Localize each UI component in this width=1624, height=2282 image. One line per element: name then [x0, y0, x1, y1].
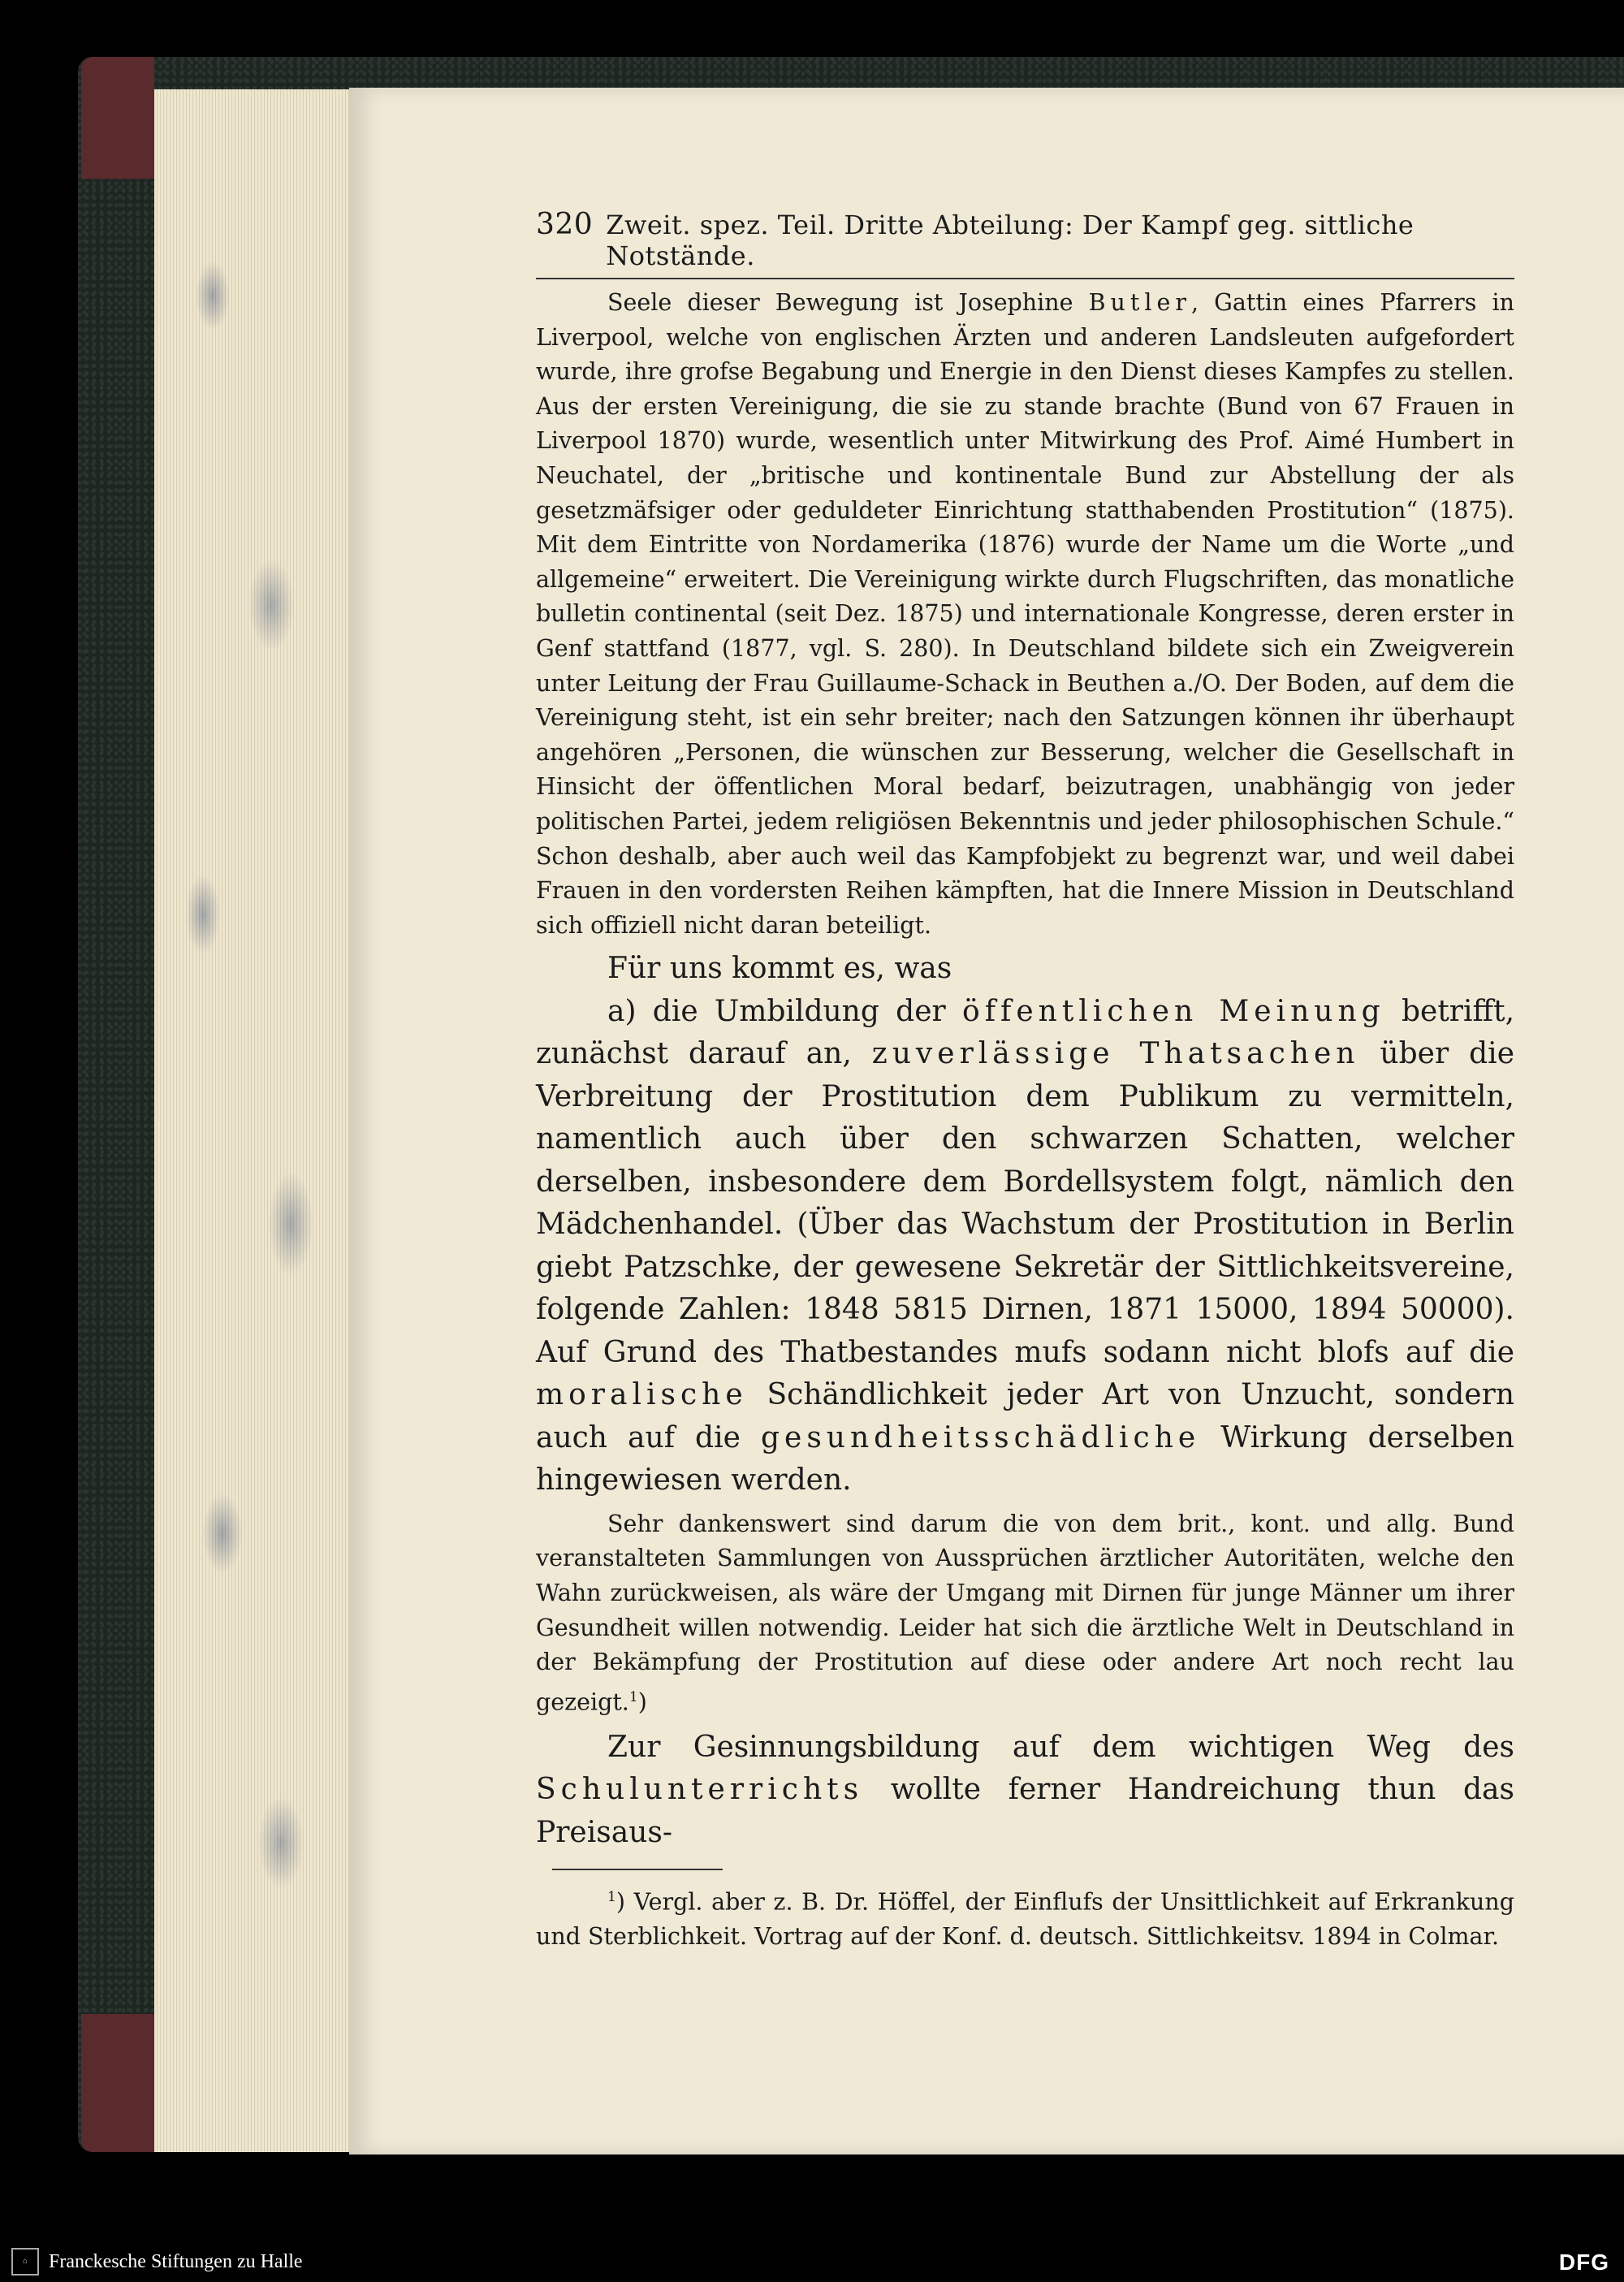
text-run: betrifft, zunächst darauf an,	[536, 994, 1515, 1071]
marbled-edge	[154, 89, 349, 2152]
spaced-term: moralische	[536, 1378, 748, 1412]
page-number: 320	[536, 208, 594, 241]
text-run: wollte ferner Handreichung thun das Preisaus-	[536, 1773, 1514, 1849]
page-edges	[154, 89, 349, 2152]
spaced-term: zuverlässige Thatsachen	[871, 1037, 1360, 1071]
text-run: über die Verbreitung der Prostitution dem Publikum zu vermitteln, namentlich auch über den schwarzen Schatten, welcher derselben, insbesondere dem Bordellsystem folgt, nämlich den Mädchenhandel. (Über das Wachstum der Prostitution in Berlin giebt Patzschke, der gewesene Sekretär der Sittlichkeitsvereine, folgende Zahlen: 1848 5815 Dirnen, 1871 15000, 1894 50000). Auf Grund des Thatbestandes mufs sodann nicht blofs auf die	[536, 1037, 1514, 1369]
text-run: Sehr dankenswert sind darum die von dem brit., kont. und allg. Bund veranstalteten Sammlungen von Aussprüchen ärztlicher Autoritäten, welche den Wahn zurückweisen, als wäre der Umgang mit Dirnen für junge Männer um ihrer Gesundheit willen notwendig. Leider hat sich die ärztliche Welt in Deutschland in der Bekämpfung der Prostitution auf diese oder andere Art noch recht lau gezeigt.	[536, 1510, 1514, 1716]
paragraph-school	[536, 1727, 1514, 1855]
text-run: )	[637, 1688, 647, 1716]
book-page	[349, 88, 1624, 2155]
text-run: Schändlichkeit jeder Art von Unzucht, sondern auch auf die	[536, 1378, 1514, 1454]
text-run: Zur Gesinnungsbildung auf dem wichtigen Weg des	[607, 1730, 1514, 1764]
footnote	[536, 1880, 1514, 1955]
page-content	[536, 208, 1514, 1955]
spaced-term: gesundheitsschädliche	[760, 1420, 1201, 1454]
institution-name: Franckesche Stiftungen zu Halle	[49, 2251, 303, 2272]
dfg-logo: DFG	[1558, 2250, 1609, 2275]
text-run: Seele dieser Bewegung ist Josephine	[607, 289, 1089, 316]
institution-logo-icon: ⌂	[11, 2248, 39, 2276]
footnote-ref: 1	[628, 1688, 638, 1705]
paragraph-medical	[536, 1507, 1514, 1720]
running-title: Zweit. spez. Teil. Dritte Abteilung: Der Kampf geg. sittliche Notstände.	[606, 210, 1415, 271]
text-run: Wirkung derselben hingewiesen werden.	[536, 1420, 1514, 1498]
paragraph-intro: Für uns kommt es, was	[607, 952, 952, 986]
text-run: a) die Umbildung der	[607, 994, 963, 1028]
paragraph-public-opinion	[536, 991, 1514, 1502]
spaced-name: Butler	[1088, 289, 1191, 316]
cover-corner-bottom	[81, 2014, 154, 2152]
running-head	[536, 208, 1514, 279]
footnote-marker: 1	[607, 1889, 616, 1906]
paragraph-butler	[536, 286, 1514, 943]
spaced-term: Schulunterrichts	[536, 1773, 864, 1807]
viewer-footer	[0, 2243, 1624, 2282]
text-run: , Gattin eines Pfarrers in Liverpool, welche von englischen Ärzten und anderen Landsleuten aufgefordert wurde, ihre grofse Begabung und Energie in den Dienst dieses Kampfes zu stellen. Aus der ersten Vereinigung, die sie zu stande brachte (Bund von 67 Frauen in Liverpool 1870) wurde, wesentlich unter Mitwirkung des Prof. Aimé Humbert in Neuchatel, der „britische und kontinentale Bund zur Abstellung der als gesetzmäfsiger oder geduldeter Einrichtung statthabenden Prostitution“ (1875). Mit dem Eintritte von Nordamerika (1876) wurde der Name um die Worte „und allgemeine“ erweitert. Die Vereinigung wirkte durch Flugschriften, das monatliche bulletin continental (seit Dez. 1875) und internationale Kongresse, deren erster in Genf stattfand (1877, vgl. S. 280). In Deutschland bildete sich ein Zweigverein unter Leitung der Frau Guillaume-Schack in Beuthen a./O. Der Boden, auf dem die Vereinigung steht, ist ein sehr breiter; nach den Satzungen können ihr überhaupt angehören „Personen, die wünschen zur Besserung, welcher die Gesellschaft in Hinsicht der öffentlichen Moral bedarf, beizutragen, unabhängig von jeder politischen Partei, jedem religiösen Bekenntnis und jeder philosophischen Schule.“ Schon deshalb, aber auch weil das Kampfobjekt zu begrenzt war, und weil dabei Frauen in den vordersten Reihen kämpften, hat die Innere Mission in Deutschland sich offiziell nicht daran beteiligt.	[536, 289, 1514, 939]
cover-corner-top	[81, 57, 154, 179]
footnote-text: ) Vergl. aber z. B. Dr. Höffel, der Einflufs der Unsittlichkeit auf Erkrankung und Sterblichkeit. Vortrag auf der Konf. d. deutsch. Sittlichkeitsv. 1894 in Colmar.	[536, 1888, 1514, 1951]
spaced-term: öffentlichen Meinung	[962, 994, 1385, 1028]
footnote-rule	[552, 1869, 723, 1870]
